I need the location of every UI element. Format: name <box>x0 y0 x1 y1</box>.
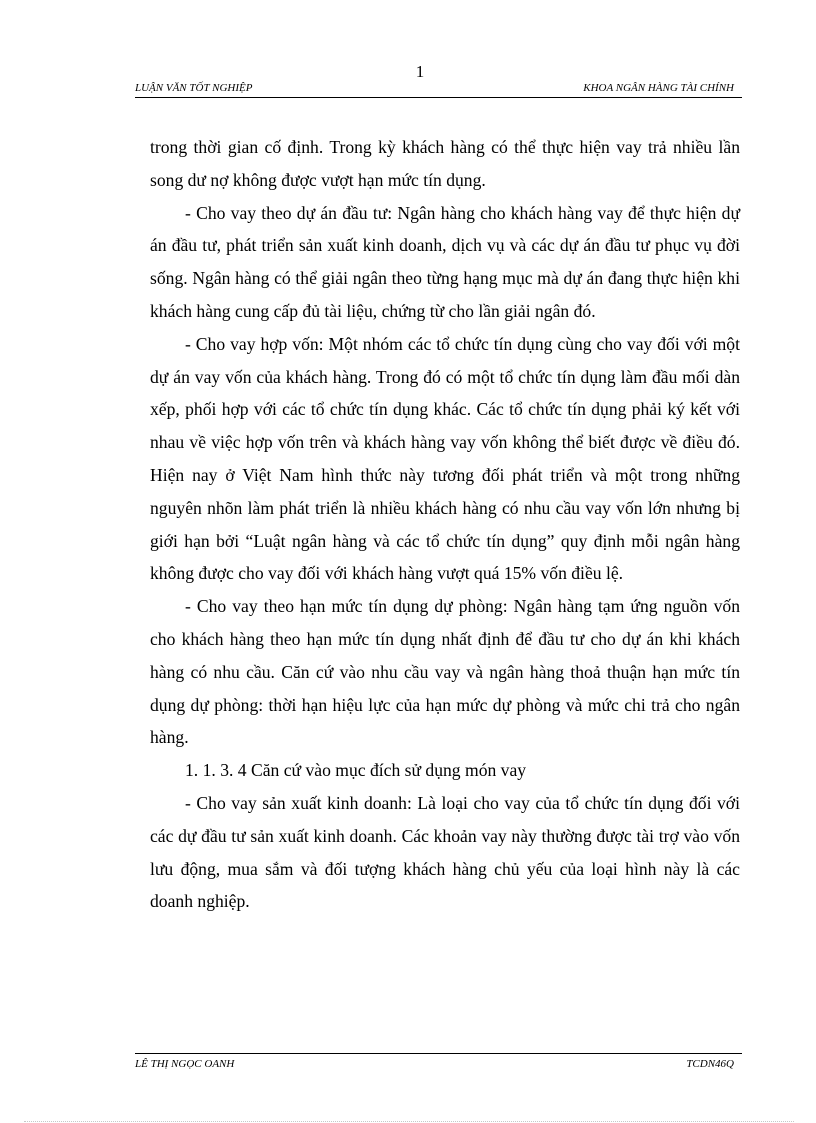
header-thesis-title: LUẬN VĂN TỐT NGHIỆP <box>135 82 253 94</box>
header-faculty: KHOA NGÂN HÀNG TÀI CHÍNH <box>583 82 734 94</box>
footer-author: LÊ THỊ NGỌC OANH <box>135 1058 235 1070</box>
section-heading: 1. 1. 3. 4 Căn cứ vào mục đích sử dụng món vay <box>185 760 527 781</box>
paragraph-continuation: trong thời gian cố định. Trong kỳ khách hàng có thể thực hiện vay trả nhiều lần song dư nợ không được vượt hạn mức tín dụng. <box>150 137 740 190</box>
document-body <box>150 131 740 918</box>
page-edge-divider <box>24 1121 794 1122</box>
paragraph-project-loan: - Cho vay theo dự án đầu tư: Ngân hàng cho khách hàng vay để thực hiện dự án đầu tư, phát triển sản xuất kinh doanh, dịch vụ và các dự án đầu tư phục vụ đời sống. Ngân hàng có thể giải ngân theo từng hạng mục mà dự án đang thực hiện khi khách hàng cung cấp đủ tài liệu, chứng từ cho lần giải ngân đó. <box>150 202 740 321</box>
page-number: 1 <box>415 62 425 81</box>
paragraph-standby-credit: - Cho vay theo hạn mức tín dụng dự phòng: Ngân hàng tạm ứng nguồn vốn cho khách hàng theo hạn mức tín dụng nhất định để đầu tư cho dự án khi khách hàng có nhu cầu. Căn cứ vào nhu cầu vay và ngân hàng thoả thuận hạn mức tín dụng dự phòng: thời hạn hiệu lực của hạn mức dự phòng và mức chi trả cho ngân hàng. <box>150 596 740 748</box>
footer-class-code: TCDN46Q <box>686 1058 734 1070</box>
page-footer <box>135 1053 742 1070</box>
paragraph-syndicated-loan: - Cho vay hợp vốn: Một nhóm các tổ chức tín dụng cùng cho vay đối với một dự án vay vốn của khách hàng. Trong đó có một tổ chức tín dụng làm đầu mối dàn xếp, phối hợp với các tổ chức tín dụng khác. Các tổ chức tín dụng phải ký kết với nhau về việc hợp vốn trên và khách hàng vay vốn không thể biết được về điều đó. Hiện nay ở Việt Nam hình thức này tương đối phát triển và một trong những nguyên nhõn làm phát triển là nhiều khách hàng có nhu cầu vay vốn lớn nhưng bị giới hạn bởi “Luật ngân hàng và các tổ chức tín dụng” quy định mỗi ngân hàng không được cho vay đối với khách hàng vượt quá 15% vốn điều lệ. <box>150 333 740 584</box>
page-header <box>135 82 742 98</box>
paragraph-business-loan: - Cho vay sản xuất kinh doanh: Là loại cho vay của tổ chức tín dụng đối với các dự đầu tư sản xuất kinh doanh. Các khoản vay này thường được tài trợ vào vốn lưu động, mua sắm và đối tượng khách hàng chủ yếu của loại hình này là các doanh nghiệp. <box>150 792 740 912</box>
